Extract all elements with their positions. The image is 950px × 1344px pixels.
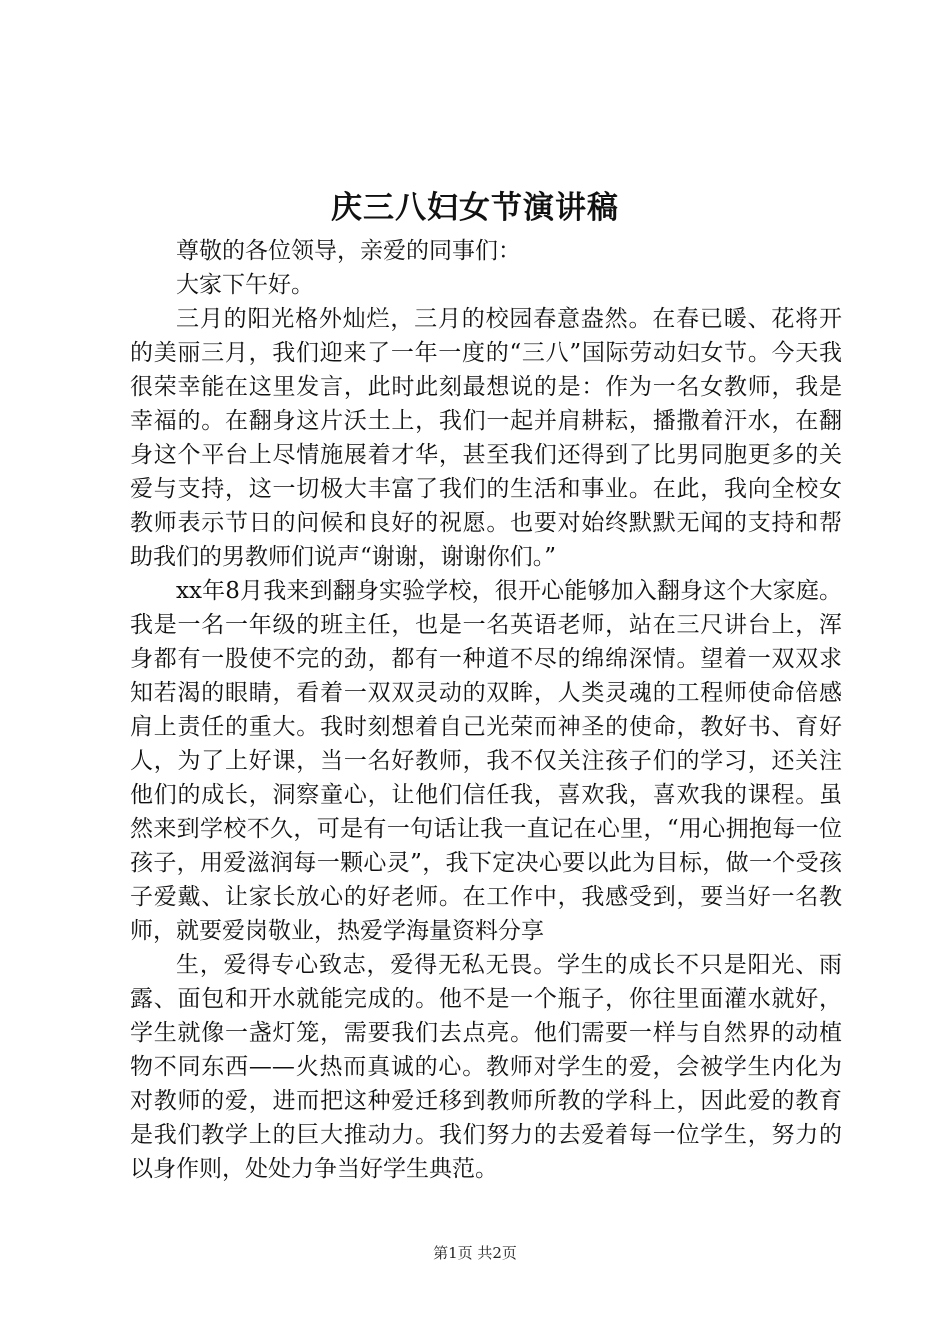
document-title: 庆三八妇女节演讲稿 [331, 190, 619, 226]
document-body [130, 234, 842, 1186]
salutation-paragraph: 尊敬的各位领导，亲爱的同事们： [176, 238, 521, 264]
body-paragraph-2: xx年8月我来到翻身实验学校，很开心能够加入翻身这个大家庭。我是一名一年级的班主任，也是一名英语老师，站在三尺讲台上，浑身都有一股使不完的劲，都有一种道不尽的绵绵深情。望着一双双求知若渴的眼睛，看着一双双灵动的双眸，人类灵魂的工程师使命倍感肩上责任的重大。我时刻想着自己光荣而神圣的使命，教好书、育好人，为了上好课，当一名好教师，我不仅关注孩子们的学习，还关注他们的成长，洞察童心，让他们信任我，喜欢我，喜欢我的课程。虽然来到学校不久，可是有一句话让我一直记在心里，“用心拥抱每一位孩子，用爱滋润每一颗心灵”，我下定决心要以此为目标，做一个受孩子爱戴、让家长放心的好老师。在工作中，我感受到，要当好一名教师，就要爱岗敬业，热爱学海量资料分享 [130, 578, 842, 944]
body-paragraph-3: 生，爱得专心致志，爱得无私无畏。学生的成长不只是阳光、雨露、面包和开水就能完成的。他不是一个瓶子，你往里面灌水就好，学生就像一盏灯笼，需要我们去点亮。他们需要一样与自然界的动植物不同东西——火热而真诚的心。教师对学生的爱，会被学生内化为对教师的爱，进而把这种爱迁移到教师所教的学科上，因此爱的教育是我们教学上的巨大推动力。我们努力的去爱着每一位学生，努力的以身作则，处处力争当好学生典范。 [130, 952, 842, 1182]
body-paragraph-1: 三月的阳光格外灿烂，三月的校园春意盎然。在春已暖、花将开的美丽三月，我们迎来了一年一度的“三八”国际劳动妇女节。今天我很荣幸能在这里发言，此时此刻最想说的是：作为一名女教师，我是幸福的。在翻身这片沃土上，我们一起并肩耕耘，播撒着汗水，在翻身这个平台上尽情施展着才华，甚至我们还得到了比男同胞更多的关爱与支持，这一切极大丰富了我们的生活和事业。在此，我向全校女教师表示节日的问候和良好的祝愿。也要对始终默默无闻的支持和帮助我们的男教师们说声“谢谢，谢谢你们。” [130, 306, 842, 570]
greeting-paragraph: 大家下午好。 [176, 272, 314, 298]
page-number-footer: 第1页 共2页 [433, 1244, 517, 1262]
